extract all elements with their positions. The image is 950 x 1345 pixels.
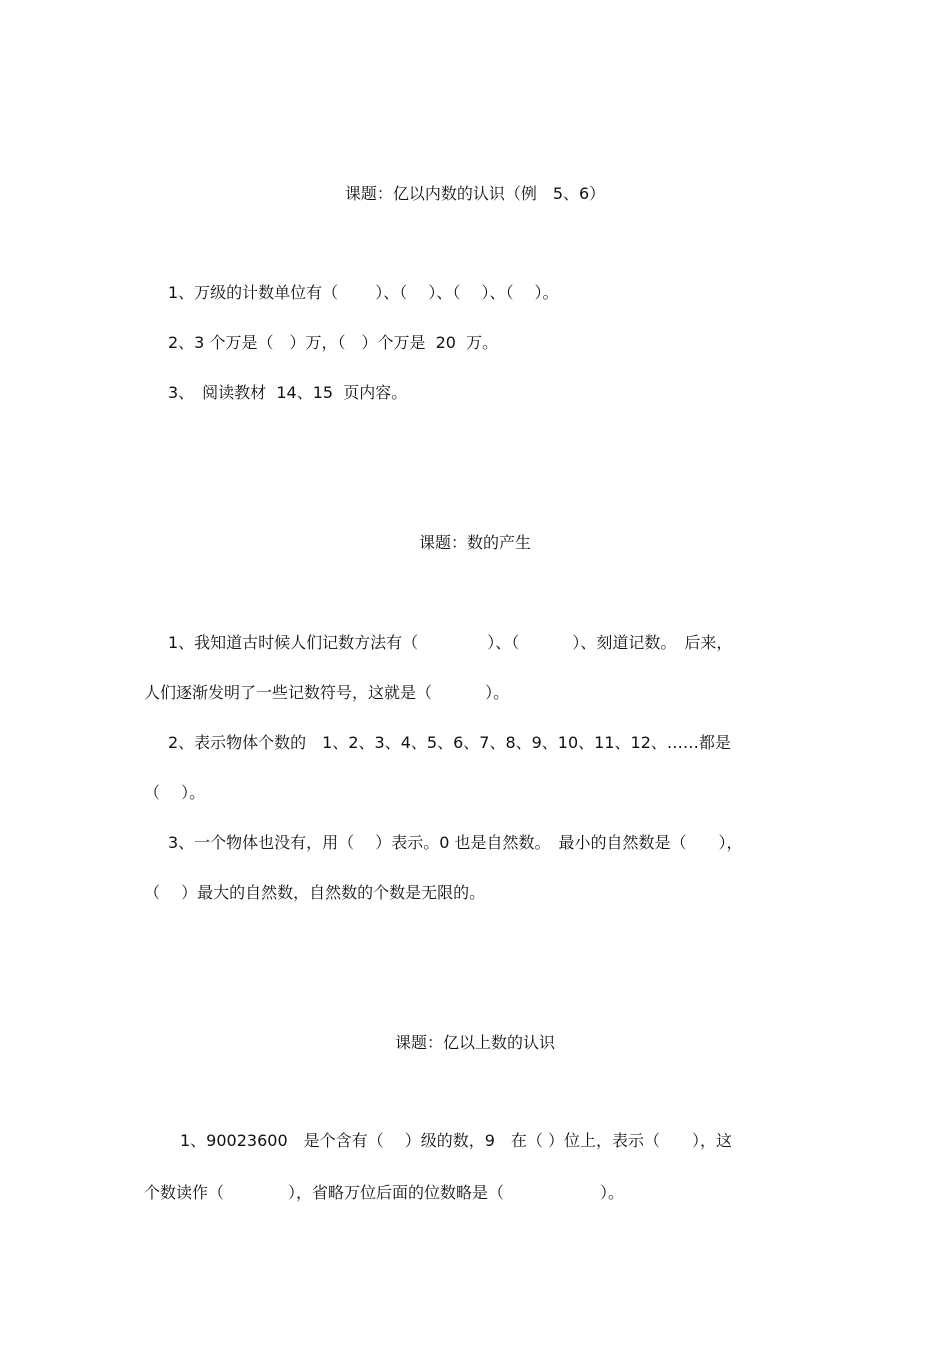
section-2-line-6: （ ）最大的自然数，自然数的个数是无限的。 (144, 883, 486, 902)
section-1-line-2: 2、3 个万是（ ）万，（ ）个万是 20 万。 (168, 333, 499, 352)
section-3-line-1: 1、90023600 是个含有（ ）级的数，9 在（ ）位上，表示（ ），这 (180, 1131, 732, 1150)
section-2-line-3: 2、表示物体个数的 1、2、3、4、5、6、7、8、9、10、11、12、……都是 (168, 733, 731, 752)
section-2-line-4: （ ）。 (144, 783, 206, 802)
section-2-line-5: 3、一个物体也没有，用（ ）表示。0 也是自然数。 最小的自然数是（ ）， (168, 833, 743, 852)
section-2-line-2: 人们逐渐发明了一些记数符号，这就是（ ）。 (144, 683, 510, 702)
section-2-line-1: 1、我知道古时候人们记数方法有（ ）、（ ）、刻道记数。 后来， (168, 633, 733, 652)
section-3-line-2: 个数读作（ ），省略万位后面的位数略是（ ）。 (144, 1183, 625, 1202)
section-title-1: 课题：亿以内数的认识（例 5、6） (344, 184, 606, 203)
section-title-3: 课题：亿以上数的认识 (394, 1033, 555, 1052)
section-title-2: 课题：数的产生 (418, 533, 531, 552)
section-1-line-3: 3、 阅读教材 14、15 页内容。 (168, 383, 408, 402)
section-1-line-1: 1、万级的计数单位有（ ）、（ ）、（ ）、（ ）。 (168, 283, 559, 302)
